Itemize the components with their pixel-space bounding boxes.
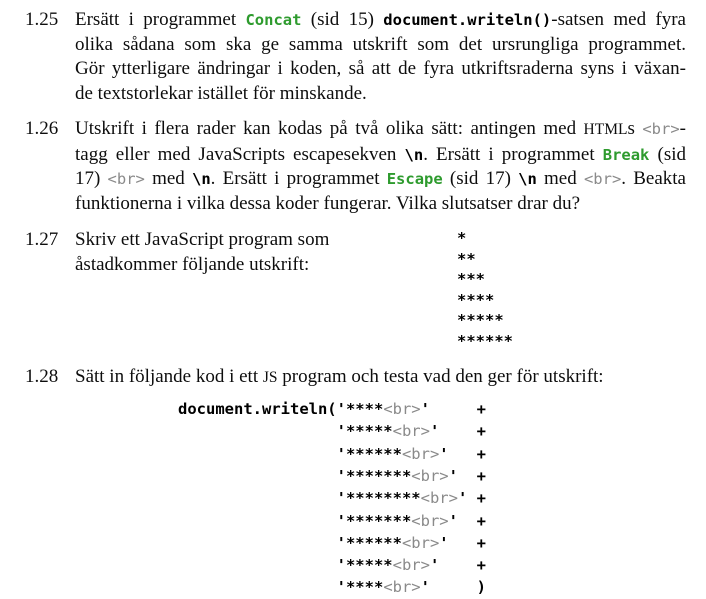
text-segment: <br>: [411, 511, 449, 530]
prompt-and-output-row: [75, 228, 686, 352]
text-segment: '****: [178, 578, 384, 597]
text-segment: . Beakta: [621, 168, 686, 189]
exercise-1-25: [25, 8, 686, 106]
text-segment: document.writeln('****: [178, 400, 384, 419]
text-segment: olika sådana som ska ge samma utskrift som det ursrungliga programmet.: [75, 33, 686, 55]
text-line: [75, 57, 686, 82]
text-line: [178, 465, 686, 487]
exercise-1-27: [25, 228, 686, 352]
text-segment: Skriv ett JavaScript program som: [75, 229, 330, 250]
text-segment: Concat: [245, 11, 302, 29]
text-segment: \n: [518, 170, 537, 188]
text-segment: Utskrift i flera rader kan kodas på två olika sätt: antingen med: [75, 118, 584, 139]
text-line: [457, 249, 513, 270]
text-segment: *****: [457, 311, 504, 330]
text-segment: '******: [178, 533, 402, 552]
exercise-number: 1.27: [25, 229, 59, 250]
text-line: [178, 487, 686, 509]
text-segment: ' +: [439, 444, 486, 463]
text-segment: HTML: [583, 121, 628, 138]
text-segment: (sid 15): [301, 9, 384, 30]
text-segment: \n: [404, 145, 424, 164]
text-segment: **: [457, 249, 476, 268]
text-segment: ' +: [439, 533, 486, 552]
text-segment: <br>: [107, 170, 145, 188]
text-segment: . Ersätt i programmet: [210, 168, 387, 189]
text-line: [178, 554, 686, 576]
text-line: [457, 228, 513, 249]
text-segment: program och testa vad den ger för utskrift:: [277, 365, 604, 387]
text-segment: ' +: [457, 489, 486, 508]
text-line: [178, 420, 686, 442]
code-listing: [178, 398, 686, 599]
text-line: [75, 8, 686, 33]
exercise-body: [75, 365, 686, 599]
exercise-number: 1.28: [25, 365, 59, 387]
text-segment: ***: [457, 270, 485, 289]
text-line: [178, 510, 686, 532]
text-segment: -satsen med fyra: [551, 9, 686, 30]
text-segment: document.writeln(): [383, 11, 552, 29]
star-output: [457, 228, 513, 352]
text-segment: <br>: [401, 533, 440, 552]
text-line: [75, 365, 686, 391]
text-segment: ' ): [420, 578, 486, 597]
text-line: [457, 290, 513, 311]
text-line: [178, 398, 686, 420]
text-line: [75, 167, 686, 192]
text-segment: 17): [75, 168, 108, 189]
text-line: [178, 443, 686, 465]
text-segment: '******: [178, 444, 402, 463]
exercise-1-28: [25, 365, 686, 599]
text-segment: ' +: [448, 511, 486, 530]
text-segment: s: [627, 118, 643, 139]
text-segment: ' +: [429, 422, 486, 441]
text-segment: \n: [192, 170, 211, 188]
text-line: [75, 253, 457, 278]
text-segment: '********: [178, 489, 421, 508]
text-segment: '*******: [178, 466, 412, 485]
exercise-text: [75, 117, 686, 216]
text-segment: ******: [457, 331, 513, 350]
text-segment: '*****: [178, 422, 393, 441]
text-line: [75, 228, 457, 253]
text-segment: '*****: [178, 556, 393, 575]
exercise-1-26: [25, 117, 686, 216]
text-line: [178, 576, 686, 598]
text-segment: tagg eller med JavaScripts escapesekven: [75, 143, 405, 165]
text-segment: <br>: [383, 578, 421, 597]
text-line: [457, 269, 513, 290]
text-line: [75, 192, 686, 217]
text-segment: med: [144, 168, 192, 189]
text-segment: de textstorlekar istället för minskande.: [75, 82, 367, 104]
exercise-text: [75, 228, 457, 352]
text-segment: -: [679, 118, 686, 139]
exercise-number: 1.25: [25, 9, 59, 30]
text-segment: med: [536, 168, 584, 189]
text-segment: <br>: [583, 170, 622, 188]
exercise-body: [75, 228, 686, 352]
text-segment: <br>: [411, 466, 449, 485]
text-segment: ****: [457, 290, 495, 309]
text-segment: Gör ytterligare ändringar i koden, så att de fyra utkriftsraderna syns i växan-: [75, 58, 686, 79]
exercise-number: 1.26: [25, 118, 59, 139]
text-segment: '*******: [178, 511, 412, 530]
text-segment: ' +: [448, 466, 486, 485]
text-segment: JS: [262, 368, 278, 386]
text-line: [75, 82, 686, 107]
text-segment: <br>: [642, 120, 680, 138]
text-segment: ' +: [420, 400, 486, 419]
text-line: [75, 143, 686, 168]
text-segment: . Ersätt i programmet: [423, 143, 603, 165]
text-segment: Sätt in följande kod i ett: [75, 365, 263, 387]
text-segment: <br>: [383, 400, 421, 419]
text-segment: funktionerna i vilka dessa koder fungerar. Vilka slutsatser drar du?: [75, 192, 581, 214]
text-segment: åstadkommer följande utskrift:: [75, 253, 310, 275]
text-line: [178, 532, 686, 554]
text-line: [457, 310, 513, 331]
text-line: [457, 331, 513, 352]
text-segment: <br>: [392, 422, 430, 441]
exercise-text: [75, 365, 686, 391]
text-segment: Escape: [386, 170, 443, 188]
text-segment: (sid: [649, 143, 686, 165]
text-segment: <br>: [420, 489, 458, 508]
text-segment: *: [457, 229, 467, 247]
exercise-text: [75, 8, 686, 106]
text-segment: Ersätt i programmet: [75, 9, 246, 30]
text-line: [75, 117, 686, 143]
text-line: [75, 33, 686, 58]
text-segment: Break: [602, 145, 650, 164]
text-segment: <br>: [401, 444, 440, 463]
text-segment: (sid 17): [442, 168, 519, 189]
text-segment: <br>: [392, 556, 430, 575]
text-segment: ' +: [429, 556, 486, 575]
